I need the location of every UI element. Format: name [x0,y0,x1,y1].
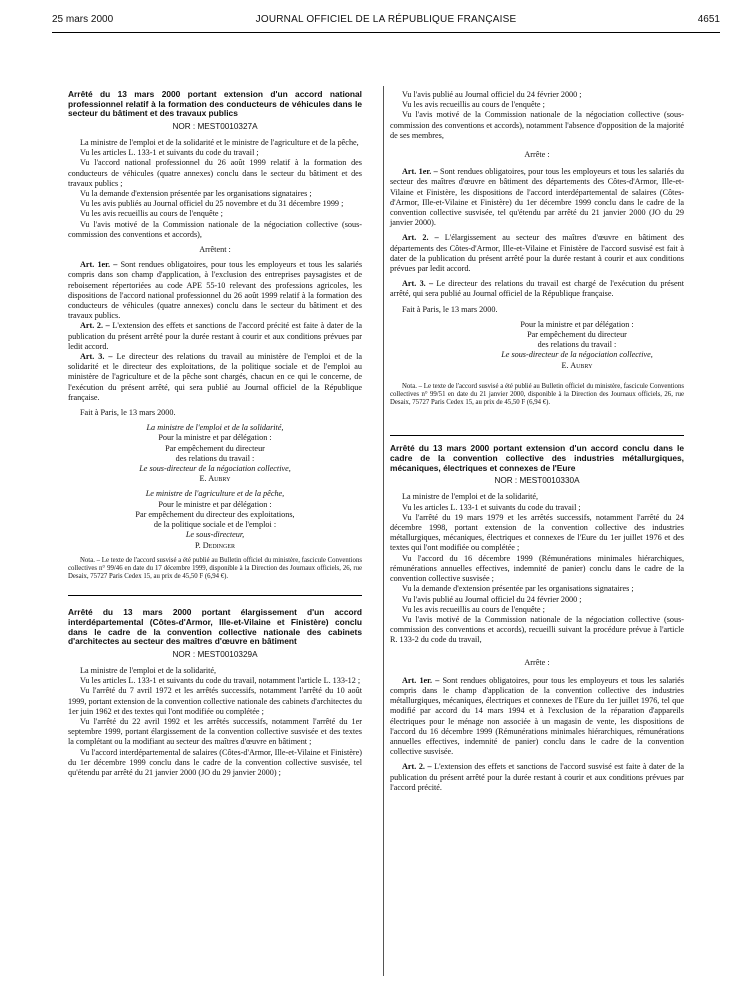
paragraph: La ministre de l'emploi et de la solidarité et le ministre de l'agriculture et de la pêche, [80,137,359,147]
article-label: Art. 1er. – [402,167,438,177]
paragraph: Vu l'arrêté du 22 avril 1992 et les arrêtés successifs, notamment l'arrêté du 1er septembre 1999, portant élargissement de la convention collective susvisée et des textes la complétant ou la modifiant au secteur des maîtres d'œuvre en bâtiment ; [68,716,362,747]
signature-line: Par empêchement du directeur des exploitations, [135,509,295,519]
signature-block [68,423,362,484]
article-title: Arrêté du 13 mars 2000 portant élargissement d'un accord interdépartemental (Côtes-d'Armor, Ille-et-Vilaine et Finistère) conclu dans le cadre de la convention collective nationale des cabinets d'architectes au secteur des maîtres d'œuvre en bâtiment [68,607,362,647]
paragraph: Vu l'avis motivé de la Commission nationale de la négociation collective (sous-commission des conventions et accords), notamment l'absence d'opposition de la majorité de ses membres, [390,110,684,140]
article-label: Art. 2. – [402,233,439,243]
article-text: L'extension des effets et sanctions de l'accord susvisé est faite à dater de la publication du présent arrêté pour la durée restant à courir et aux conditions prévues par l'accord précité. [390,762,685,792]
article-text: Sont rendues obligatoires, pour tous les employeurs et tous les salariés du secteur des maîtres d'œuvre en bâtiment des départements des Côtes-d'Armor, Ille-et-Vilaine et Finistère, les dispositions de l'accord interdépartemental de salaires (Côtes-d'Armor, Ille-et-Vilaine et Finistère) du 1er décembre 1999 conclu dans le cadre de la convention collective susvisée, tel qu'étendu par arrêté du 21 janvier 2000 (JO du 29 janvier 2000). [390,167,685,228]
paragraph: Vu l'accord national professionnel du 26 août 1999 relatif à la formation des conducteurs de véhicules (quatre annexes) conclu dans le secteur du bâtiment et des travaux publics ; [68,158,362,188]
signature-line: Pour la ministre et par délégation : [520,319,634,329]
paragraph: Vu les articles L. 133-1 et suivants du code du travail ; [80,148,259,158]
page-number: 4651 [697,14,720,25]
article-3 [390,279,684,299]
article-3 [68,352,362,403]
place-date: Fait à Paris, le 13 mars 2000. [80,408,176,418]
signature-line: des relations du travail : [175,453,255,463]
article-2 [390,762,684,793]
arrete-heading: Arrête : [524,657,550,667]
article-text: L'élargissement au secteur des maîtres d'œuvre en bâtiment des départements des Côtes-d'Armor, Ille-et-Vilaine et Finistère de l'accord susvisé est fait à dater de la publication du présent arrêté pour la durée restant à courir et aux conditions prévues par ledit accord. [390,233,684,274]
article-2 [68,321,362,352]
signature-block [390,320,684,371]
nor-reference: NOR : MEST0010330A [494,476,580,486]
article-2 [390,233,684,274]
paragraph: Vu la demande d'extension présentée par les organisations signataires ; [402,584,634,594]
paragraph: La ministre de l'emploi et de la solidarité, [402,492,539,502]
nota-note: Nota. – Le texte de l'accord susvisé a été publié au Bulletin officiel du ministère, fascicule Conventions collectives n° 99/46 en date du 17 décembre 1999, disponible à la Direction des Journaux officiels, 26, rue Desaix, 75727 Paris Cedex 15, au prix de 45,50 F (6,94 €). [68,556,362,581]
paragraph: Vu l'avis motivé de la Commission nationale de la négociation collective (sous-commission des conventions et accords), [68,219,362,239]
section-divider [390,435,684,436]
paragraph: La ministre de l'emploi et de la solidarité, [80,665,217,675]
article-1 [68,260,362,321]
article-label: Art. 2. – [402,762,432,772]
nor-reference: NOR : MEST0010329A [172,649,258,659]
paragraph: Vu l'avis publié au Journal officiel du 24 février 2000 ; [402,90,582,99]
article-title: Arrêté du 13 mars 2000 portant extension d'un accord conclu dans le cadre de la convention collective des industries métallurgiques, mécaniques, électriques et connexes de l'Eure [390,443,684,473]
left-column [68,36,362,778]
paragraph: Vu l'arrêté du 7 avril 1972 et les arrêtés successifs, notamment l'arrêté du 10 août 1999, portant extension de la convention collective nationale des cabinets d'architectes du 1er juin 1962 et des textes qui l'ont modifiée ou complétée ; [68,686,362,716]
header-rule [52,32,720,33]
article-label: Art. 3. – [402,279,434,289]
arrete-heading: Arrêtent : [199,245,231,255]
paragraph: Vu les avis publiés au Journal officiel du 25 novembre et du 31 décembre 1999 ; [80,199,344,209]
signatory-name: P. Dedinger [195,540,235,550]
article-text: Le directeur des relations du travail au ministère de l'emploi et de la solidarité et le directeur des exploitations, de la politique sociale et de l'emploi au ministère de l'agriculture et de la pêche sont chargés, chacun en ce qui le concerne, de l'exécution du présent arrêté, qui sera publié au Journal officiel de la République française. [68,352,362,402]
paragraph: Vu les avis recueillis au cours de l'enquête ; [402,604,545,614]
journal-title: JOURNAL OFFICIEL DE LA RÉPUBLIQUE FRANÇAISE [255,14,517,25]
signature-line: Le ministre de l'agriculture et de la pêche, [145,489,285,499]
signature-line: de la politique sociale et de l'emploi : [153,520,277,530]
paragraph: Vu les avis recueillis au cours de l'enquête ; [80,209,223,219]
article-text: Sont rendues obligatoires, pour tous les employeurs et tous les salariés compris dans son champ d'application, à l'exclusion des entreprises paysagistes et de reboisement répertoriées au code APE 55-10 relevant des professions agricoles, les dispositions de l'accord national professionnel du 26 août 1999 relatif à la formation des conducteurs de véhicules (quatre annexes) conclu dans le secteur du bâtiment et des travaux publics. [68,260,362,321]
signature-line: Le sous-directeur de la négociation collective, [501,350,653,360]
article-text: Sont rendues obligatoires, pour tous les employeurs et tous les salariés compris dans le champ d'application de la convention collective des industries métallurgiques, mécaniques, électriques et connexes de l'Eure du 1er juillet 1976, tel que modifié par accord du 14 mars 1994 et à l'exclusion de la réparation d'appareils électriques pour le ménage non associée à un magasin de vente, les dispositions de l'accord du 16 décembre 1999 (Rémunérations minimales hiérarchiques, rémunérations annuelles effectives, indemnité de panier) conclu dans le cadre de la convention collective susvisée. [390,675,684,757]
page-header [52,14,720,28]
right-column [390,36,684,793]
paragraph: Vu les articles L. 133-1 et suivants du code du travail ; [402,502,581,512]
signature-line: des relations du travail : [537,340,617,350]
paragraph: Vu l'avis publié au Journal officiel du 24 février 2000 ; [402,594,582,604]
signature-line: Le sous-directeur, [185,530,245,540]
signature-line: Pour la ministre et par délégation : [158,433,272,443]
paragraph: Vu l'arrêté du 19 mars 1979 et les arrêtés successifs, notamment l'arrêté du 24 décembre 1998, portant extension de la convention collective des industries métallurgiques, mécaniques, électriques et connexes de l'Eure du 1er juillet 1976 et des textes qui l'ont modifiée ou complétée ; [390,512,684,553]
arrete-heading: Arrête : [524,150,550,160]
article-label: Art. 1er. – [402,675,440,685]
article-title: Arrêté du 13 mars 2000 portant extension d'un accord national professionnel relatif à la formation des conducteurs de véhicules dans le secteur du bâtiment et des travaux publics [68,89,362,119]
place-date: Fait à Paris, le 13 mars 2000. [402,304,498,314]
paragraph: Vu la demande d'extension présentée par les organisations signataires ; [80,189,312,198]
column-divider [383,86,384,976]
article-label: Art. 2. – [80,321,110,331]
signature-line: La ministre de l'emploi et de la solidarité, [146,423,284,433]
article-1 [390,167,684,228]
paragraph: Vu les avis recueillis au cours de l'enquête ; [402,100,545,110]
article-label: Art. 1er. – [80,260,118,270]
signature-line: Pour le ministre et par délégation : [158,499,272,509]
signatory-name: E. Aubry [199,474,231,484]
paragraph: Vu l'accord interdépartemental de salaires (Côtes-d'Armor, Ille-et-Vilaine et Finistère) du 1er décembre 1999 conclu dans le cadre de la convention collective susvisée, tel qu'étendu par arrêté du 21 janvier 2000 (JO du 29 janvier 2000) ; [68,747,362,777]
paragraph: Vu les articles L. 133-1 et suivants du code du travail, notamment l'article L. 133-12 ; [80,676,361,686]
signature-line: Le sous-directeur de la négociation collective, [139,464,291,474]
nor-reference: NOR : MEST0010327A [172,121,258,131]
nota-note: Nota. – Le texte de l'accord susvisé a été publié au Bulletin officiel du ministère, fascicule Conventions collectives n° 99/51 en date du 21 janvier 2000, disponible à la Direction des Journaux officiels, 26, rue Desaix, 75727 Paris Cedex 15, au prix de 45,50 F (6,94 €). [390,382,684,407]
paragraph: Vu l'accord du 16 décembre 1999 (Rémunérations minimales hiérarchiques, rémunérations annuelles effectives, indemnité de panier) conclu dans le cadre de la convention collective susvisée ; [390,553,684,584]
issue-date: 25 mars 2000 [52,14,114,25]
article-label: Art. 3. – [80,352,113,362]
signature-block [68,489,362,550]
article-text: L'extension des effets et sanctions de l'accord précité est faite à dater de la publication du présent arrêté pour la durée restant à courir et aux conditions prévues par ledit accord. [68,321,362,351]
article-text: Le directeur des relations du travail est chargé de l'exécution du présent arrêté, qui sera publié au Journal officiel de la République française. [390,279,684,299]
article-1 [390,676,684,758]
signature-line: Par empêchement du directeur [527,330,627,340]
paragraph: Vu l'avis motivé de la Commission nationale de la négociation collective (sous-commission des conventions et accords), recueilli suivant la procédure prévue à l'article R. 133-2 du code du travail, [390,614,684,645]
signature-line: Par empêchement du directeur [165,443,265,453]
signatory-name: E. Aubry [561,360,593,370]
section-divider [68,595,362,596]
